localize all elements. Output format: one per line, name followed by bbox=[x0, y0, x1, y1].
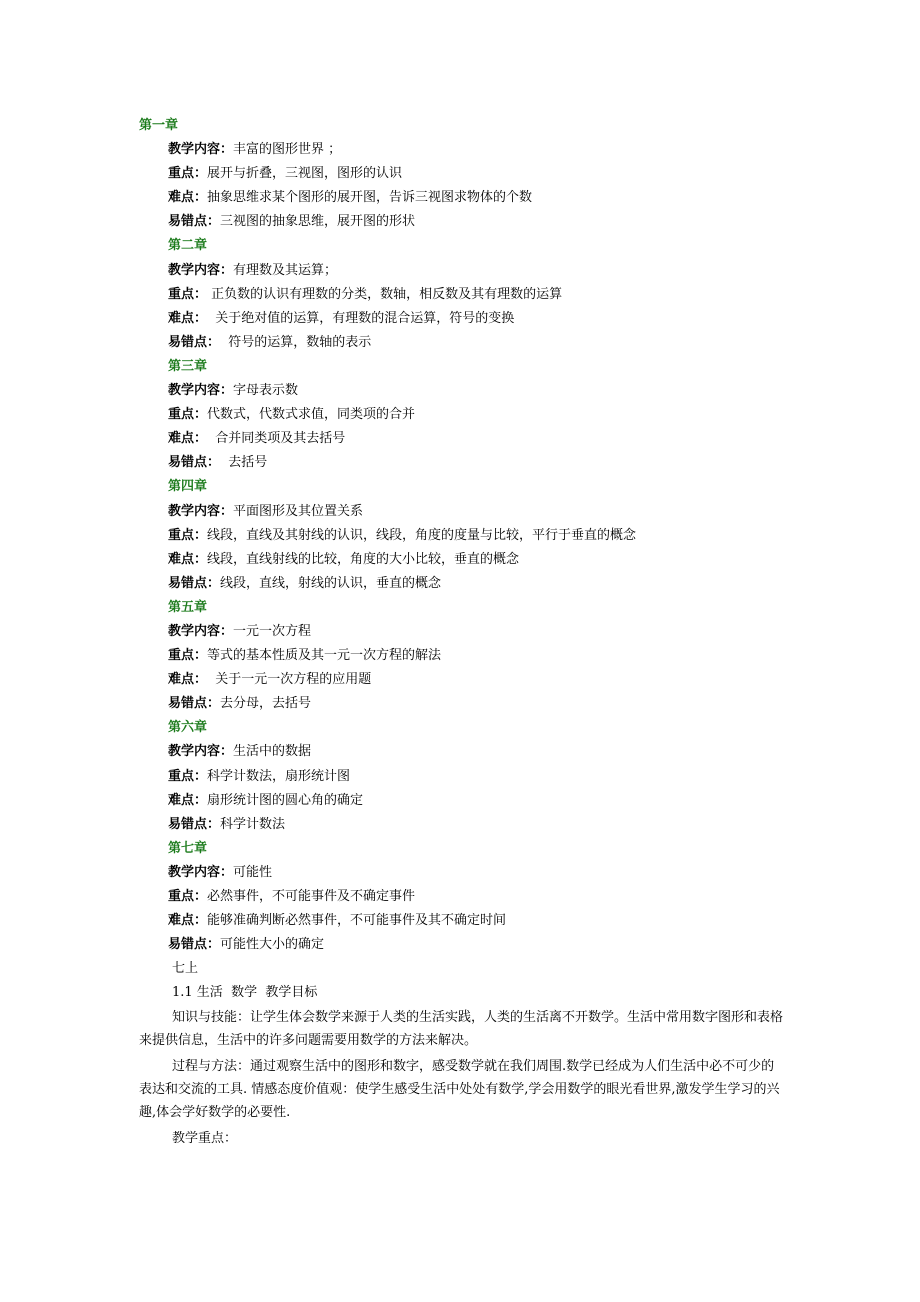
item-difficulty bbox=[0, 789, 920, 813]
item-content bbox=[0, 620, 920, 644]
item-text: 有理数及其运算； bbox=[233, 262, 338, 278]
item-content bbox=[0, 379, 920, 403]
item-text: 科学计数法，扇形统计图 bbox=[207, 768, 351, 784]
item-error-prone bbox=[0, 692, 920, 716]
item-label: 重点： bbox=[168, 286, 208, 302]
item-text: 去分母，去括号 bbox=[220, 696, 312, 712]
item-key-point bbox=[0, 162, 920, 186]
item-content bbox=[0, 740, 920, 764]
item-text: 线段，直线，射线的认识，垂直的概念 bbox=[220, 575, 442, 591]
item-label: 教学内容： bbox=[168, 383, 234, 399]
item-text: 平面图形及其位置关系 bbox=[233, 503, 364, 519]
item-text: 字母表示数 bbox=[233, 383, 299, 399]
item-text: 可能性 bbox=[233, 864, 273, 880]
paragraph-knowledge-skills: 知识与技能：让学生体会数学来源于人类的生活实践，人类的生活离不开数学。生活中常用数字图形和表格来提供信息，生活中的许多问题需要用数学的方法来解决。 bbox=[139, 1010, 784, 1049]
item-label: 难点： bbox=[168, 310, 208, 326]
chapter-title: 第一章 bbox=[139, 118, 179, 133]
item-label: 易错点： bbox=[168, 937, 221, 953]
item-text: 抽象思维求某个图形的展开图，告诉三视图求物体的个数 bbox=[207, 190, 533, 206]
item-label: 教学内容： bbox=[168, 262, 234, 278]
item-label: 重点： bbox=[168, 166, 208, 182]
chapter-title: 第七章 bbox=[168, 840, 208, 856]
item-key-point bbox=[0, 524, 920, 548]
item-difficulty bbox=[0, 909, 920, 933]
item-label: 易错点： bbox=[168, 575, 221, 591]
item-text: 关于一元一次方程的应用题 bbox=[207, 672, 372, 688]
paragraph-process-method: 过程与方法：通过观察生活中的图形和数字，感受数学就在我们周围.数学已经成为人们生活中必不可少的表达和交流的工具. 情感态度价值观：使学生感受生活中处处有数学,学会用数学的眼光看世界,激发学生学习的兴趣,体会学好数学的必要性. bbox=[139, 1059, 780, 1121]
item-label: 重点： bbox=[168, 648, 208, 664]
item-label: 教学内容： bbox=[168, 744, 234, 760]
item-text: 一元一次方程 bbox=[233, 623, 312, 639]
chapter-title: 第五章 bbox=[168, 599, 208, 615]
item-label: 难点： bbox=[168, 913, 208, 929]
item-text: 合并同类项及其去括号 bbox=[207, 431, 346, 447]
item-text: 代数式，代数式求值，同类项的合并 bbox=[207, 407, 416, 423]
item-text: 生活中的数据 bbox=[233, 744, 312, 760]
item-label: 教学内容： bbox=[168, 142, 234, 158]
item-label: 重点： bbox=[168, 768, 208, 784]
chapter-title: 第二章 bbox=[168, 238, 208, 254]
item-label: 易错点： bbox=[168, 816, 221, 832]
item-text: 符号的运算，数轴的表示 bbox=[220, 334, 372, 350]
item-key-point bbox=[0, 403, 920, 427]
item-label: 难点： bbox=[168, 792, 208, 808]
item-difficulty bbox=[0, 668, 920, 692]
item-text: 正负数的认识有理数的分类，数轴，相反数及其有理数的运算 bbox=[207, 286, 563, 302]
item-label: 难点： bbox=[168, 551, 208, 567]
item-difficulty bbox=[0, 186, 920, 210]
item-text: 必然事件，不可能事件及不确定事件 bbox=[207, 889, 416, 904]
chapter-title: 第三章 bbox=[168, 358, 208, 374]
item-error-prone bbox=[0, 572, 920, 596]
lesson-heading: 1.1 生活 数学 教学目标 bbox=[172, 985, 318, 1001]
item-label: 教学内容： bbox=[168, 623, 234, 639]
chapter-title: 第六章 bbox=[168, 720, 208, 736]
item-label: 重点： bbox=[168, 889, 208, 904]
chapter-title: 第四章 bbox=[168, 479, 208, 495]
item-difficulty bbox=[0, 427, 920, 451]
item-text: 扇形统计图的圆心角的确定 bbox=[207, 792, 364, 808]
item-label: 教学内容： bbox=[168, 864, 234, 880]
item-text: 可能性大小的确定 bbox=[220, 937, 325, 953]
item-label: 重点： bbox=[168, 527, 208, 543]
item-text: 等式的基本性质及其一元一次方程的解法 bbox=[207, 648, 442, 664]
item-error-prone bbox=[0, 331, 920, 355]
item-content bbox=[0, 138, 920, 162]
item-label: 难点： bbox=[168, 672, 208, 688]
item-label: 易错点： bbox=[168, 334, 221, 350]
item-label: 重点： bbox=[168, 407, 208, 423]
item-error-prone bbox=[0, 210, 920, 234]
item-label: 易错点： bbox=[168, 455, 221, 471]
item-text: 线段，直线及其射线的认识，线段，角度的度量与比较，平行于垂直的概念 bbox=[207, 527, 637, 543]
item-error-prone bbox=[0, 813, 920, 837]
item-text: 三视图的抽象思维，展开图的形状 bbox=[220, 214, 416, 230]
item-key-point bbox=[0, 765, 920, 789]
item-error-prone bbox=[0, 933, 920, 957]
item-text: 展开与折叠，三视图，图形的认识 bbox=[207, 166, 403, 182]
item-key-point bbox=[0, 885, 920, 909]
item-text: 线段，直线射线的比较，角度的大小比较，垂直的概念 bbox=[207, 551, 520, 567]
item-key-point bbox=[0, 283, 920, 307]
item-difficulty bbox=[0, 548, 920, 572]
item-text: 能够准确判断必然事件，不可能事件及其不确定时间 bbox=[207, 913, 507, 929]
item-difficulty bbox=[0, 307, 920, 331]
item-label: 难点： bbox=[168, 431, 208, 447]
document-body bbox=[0, 114, 920, 1151]
teaching-key-heading: 教学重点： bbox=[172, 1131, 238, 1147]
item-text: 丰富的图形世界 ； bbox=[233, 142, 342, 158]
item-content bbox=[0, 861, 920, 885]
item-text: 去括号 bbox=[220, 455, 268, 471]
item-label: 难点： bbox=[168, 190, 208, 206]
item-content bbox=[0, 500, 920, 524]
item-label: 易错点： bbox=[168, 214, 221, 230]
item-label: 易错点： bbox=[168, 696, 221, 712]
item-label: 教学内容： bbox=[168, 503, 234, 519]
item-text: 关于绝对值的运算，有理数的混合运算，符号的变换 bbox=[207, 310, 515, 326]
item-content bbox=[0, 259, 920, 283]
item-key-point bbox=[0, 644, 920, 668]
item-text: 科学计数法 bbox=[220, 816, 286, 832]
grade-heading: 七上 bbox=[172, 961, 199, 977]
item-error-prone bbox=[0, 451, 920, 475]
